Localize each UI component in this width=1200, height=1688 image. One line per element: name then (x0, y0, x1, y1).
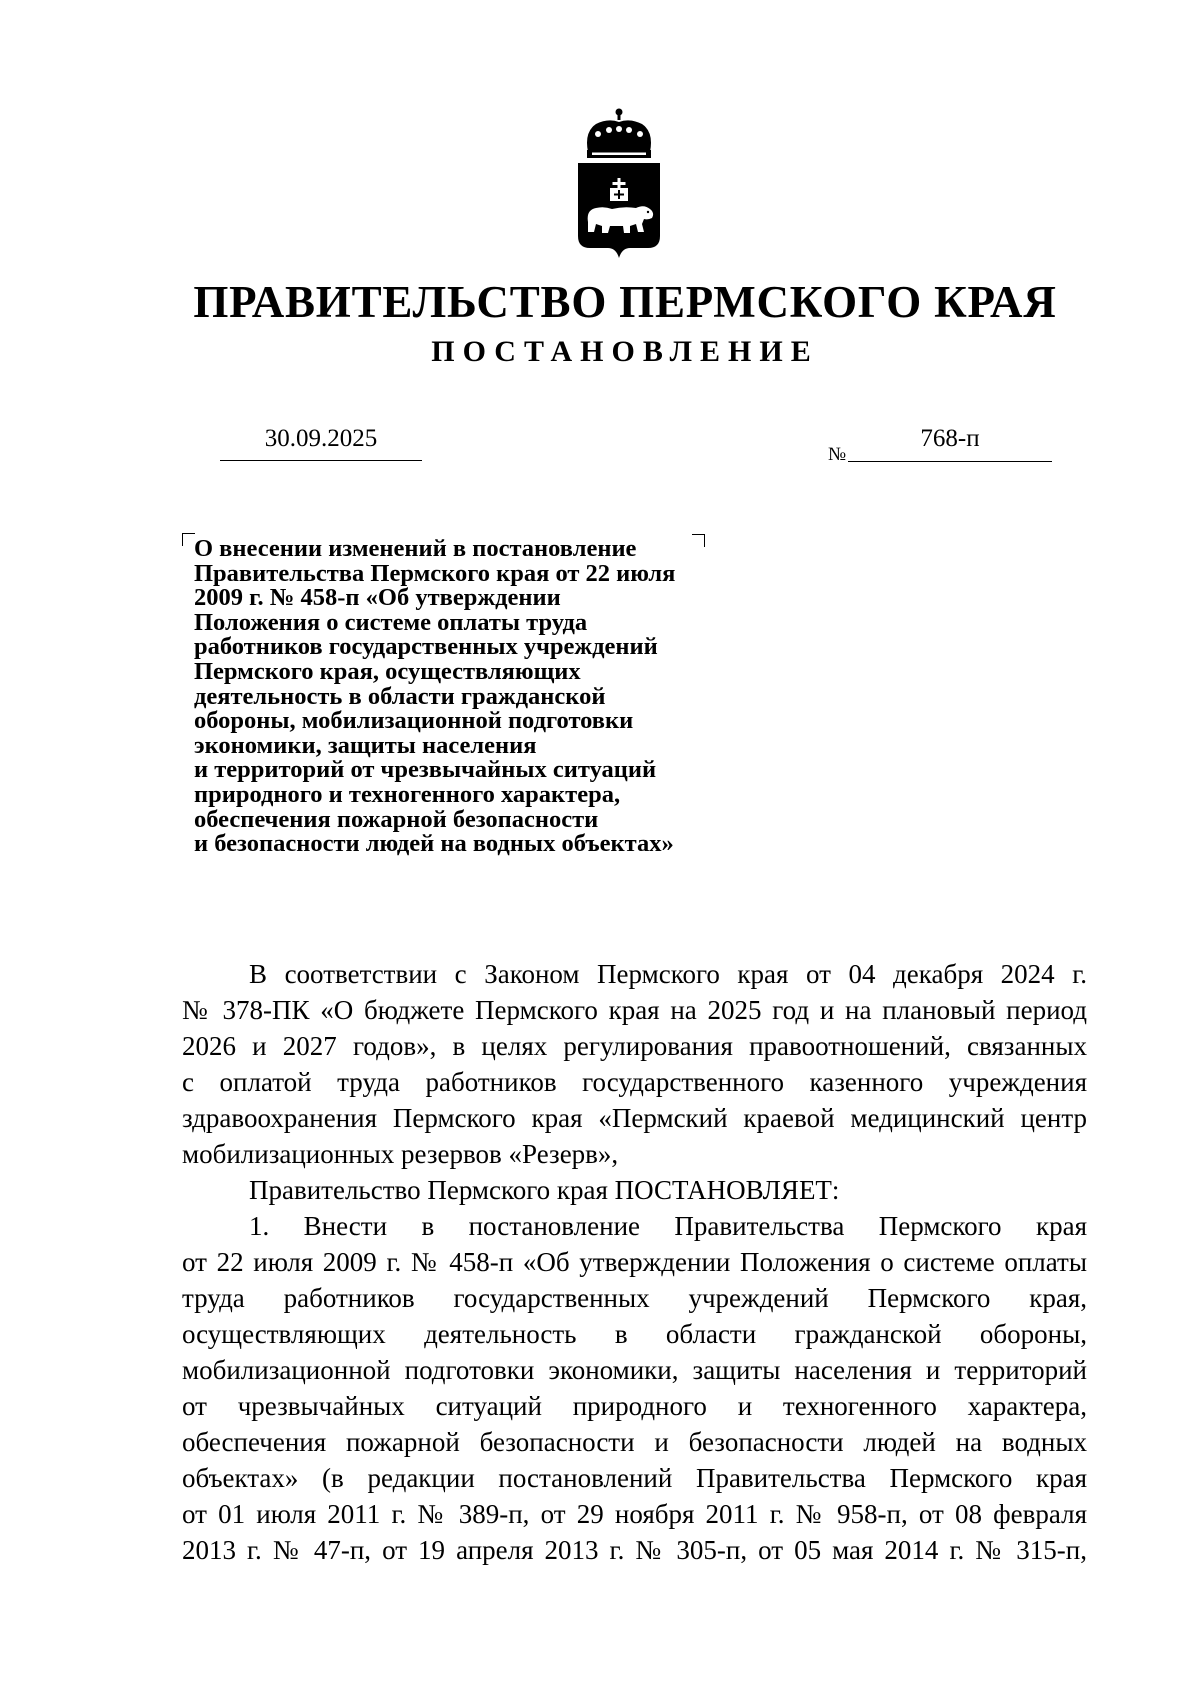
document-body (182, 956, 1087, 1568)
document-number: 768-п (920, 425, 980, 452)
subject-line: природного и техногенного характера, (194, 780, 621, 808)
number-sign: № (828, 444, 847, 465)
subject-line: 2009 г. № 458-п «Об утверждении (194, 584, 561, 612)
body-line: Правительство Пермского края ПОСТАНОВЛЯЕТ: (249, 1175, 840, 1205)
body-line: объектах» (в редакции постановлений Правительства Пермского края (182, 1463, 1087, 1493)
body-line: осуществляющих деятельность в области гражданской обороны, (182, 1319, 1087, 1349)
body-line: от 01 июля 2011 г. № 389-п, от 29 ноября 2011 г. № 958-п, от 08 февраля (182, 1499, 1087, 1529)
body-line: мобилизационных резервов «Резерв», (182, 1139, 619, 1169)
crown-icon (587, 109, 651, 159)
date-underline (220, 460, 422, 461)
subject-line: обеспечения пожарной безопасности (194, 805, 599, 833)
body-line: 1. Внести в постановление Правительства Пермского края (249, 1211, 1087, 1241)
number-underline (848, 461, 1052, 462)
document-type: ПОСТАНОВЛЕНИЕ (431, 335, 819, 368)
body-line: В соответствии с Законом Пермского края от 04 декабря 2024 г. (249, 959, 1087, 989)
subject-line: Положения о системе оплаты труда (194, 608, 588, 636)
body-line: с оплатой труда работников государственного казенного учреждения (182, 1067, 1087, 1097)
subject-line: экономики, защиты населения (194, 731, 537, 759)
coat-of-arms-emblem (574, 108, 664, 260)
subject-line: Правительства Пермского края от 22 июля (194, 559, 676, 587)
government-title: ПРАВИТЕЛЬСТВО ПЕРМСКОГО КРАЯ (193, 277, 1057, 327)
document-date: 30.09.2025 (264, 425, 378, 452)
subject-line: Пермского края, осуществляющих (194, 657, 581, 685)
body-line: от чрезвычайных ситуаций природного и техногенного характера, (182, 1391, 1087, 1421)
subject-line: и территорий от чрезвычайных ситуаций (194, 756, 657, 784)
body-line: труда работников государственных учреждений Пермского края, (182, 1283, 1087, 1313)
subject-line: работников государственных учреждений (194, 633, 658, 661)
body-line: обеспечения пожарной безопасности и безопасности людей на водных (182, 1427, 1087, 1457)
body-line: мобилизационной подготовки экономики, защиты населения и территорий (182, 1355, 1087, 1385)
subject-line: деятельность в области гражданской (194, 682, 606, 710)
body-line: здравоохранения Пермского края «Пермский краевой медицинский центр (182, 1103, 1087, 1133)
document-subject (194, 537, 814, 857)
subject-line: и безопасности людей на водных объектах» (194, 830, 674, 858)
subject-line: О внесении изменений в постановление (194, 535, 637, 562)
body-line: 2013 г. № 47-п, от 19 апреля 2013 г. № 305-п, от 05 мая 2014 г. № 315-п, (182, 1535, 1087, 1565)
body-line: № 378-ПК «О бюджете Пермского края на 2025 год и на плановый период (182, 995, 1087, 1025)
body-line: 2026 и 2027 годов», в целях регулирования правоотношений, связанных (182, 1031, 1087, 1061)
body-line: от 22 июля 2009 г. № 458-п «Об утверждении Положения о системе оплаты (182, 1247, 1087, 1277)
subject-line: обороны, мобилизационной подготовки (194, 707, 634, 735)
